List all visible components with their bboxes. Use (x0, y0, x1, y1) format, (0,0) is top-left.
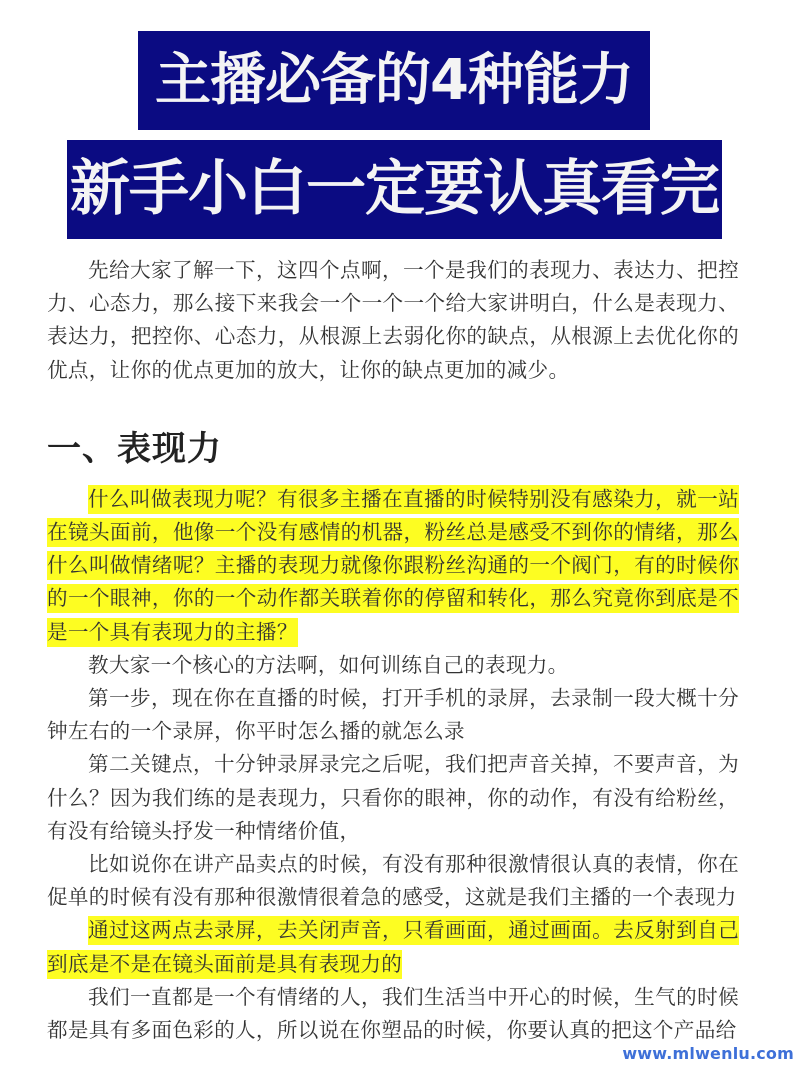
article-body (47, 254, 739, 1047)
intro-paragraph (47, 254, 739, 387)
paragraph-highlighted-1 (47, 483, 739, 649)
intro-text: 先给大家了解一下，这四个点啊，一个是我们的表现力、表达力、把控力、心态力，那么接下来我会一个一个一个给大家讲明白，什么是表现力、表达力，把控你、心态力，从根源上去弱化你的缺点，从根源上去优化你的优点，让你的优点更加的放大，让你的缺点更加的减少。 (47, 258, 739, 382)
paragraph-text: 第一步，现在你在直播的时候，打开手机的录屏，去录制一段大概十分钟左右的一个录屏，你平时怎么播的就怎么录 (47, 686, 739, 744)
paragraph-text: 教大家一个核心的方法啊，如何训练自己的表现力。 (88, 652, 569, 677)
section-heading-expressiveness: 一、表现力 (47, 428, 222, 469)
paragraph-step2 (47, 748, 739, 848)
paragraph-text: 比如说你在讲产品卖点的时候，有没有那种很激情很认真的表情，你在促单的时候有没有那种很激情很着急的感受，这就是我们主播的一个表现力 (47, 852, 739, 910)
paragraph-text: 我们一直都是一个有情绪的人，我们生活当中开心的时候，生气的时候都是具有多面色彩的人，所以说在你塑品的时候，你要认真的把这个产品给 (47, 984, 739, 1043)
title-banner-line1 (138, 31, 650, 130)
watermark: www.mlwenlu.com (622, 1044, 794, 1063)
paragraph-highlighted-2 (47, 914, 739, 980)
highlighted-text: 什么叫做表现力呢？有很多主播在直播的时候特别没有感染力，就一站在镜头面前，他像一个没有感情的机器，粉丝总是感受不到你的情绪，那么什么叫做情绪呢？主播的表现力就像你跟粉丝沟通的一个阀门，有的时候你的一个眼神，你的一个动作都关联着你的停留和转化，那么究竟你到底是不是一个具有表现力的主播？ (47, 485, 739, 647)
title-line2: 新手小白一定要认真看完 (70, 154, 719, 224)
paragraph-text: 第二关键点，十分钟录屏录完之后呢，我们把声音关掉，不要声音，为什么？因为我们练的是表现力，只看你的眼神，你的动作，有没有给粉丝，有没有给镜头抒发一种情绪价值， (47, 752, 739, 843)
title-banner-line2 (67, 140, 722, 239)
highlighted-text: 通过这两点去录屏，去关闭声音，只看画面，通过画面。去反射到自己到底是不是在镜头面前是具有表现力的 (47, 916, 739, 978)
paragraph-step1 (47, 682, 739, 748)
paragraph-method (47, 649, 739, 682)
title-line1: 主播必备的4种能力 (155, 48, 633, 113)
paragraph-emotion (47, 981, 739, 1047)
paragraph-example (47, 848, 739, 914)
